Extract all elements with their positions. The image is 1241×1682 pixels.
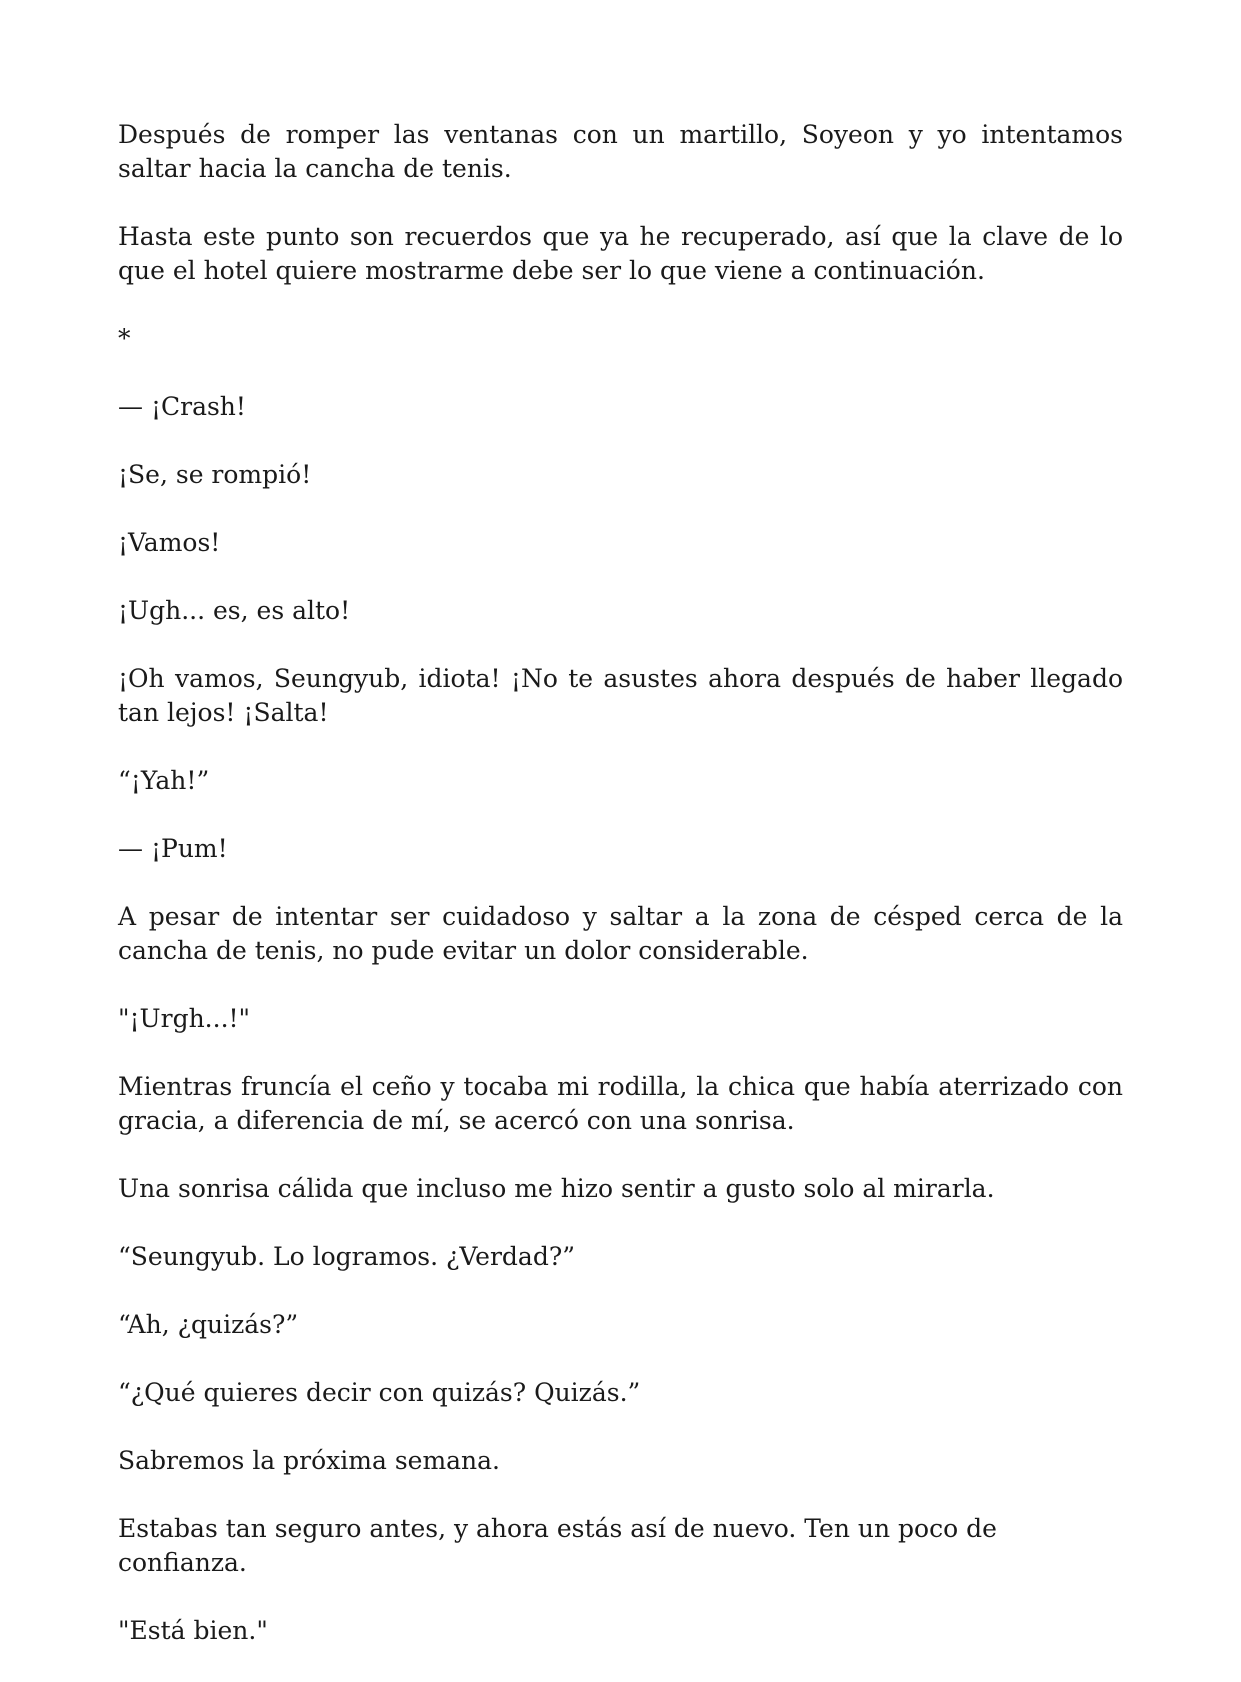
paragraph-2: Hasta este punto son recuerdos que ya he recuperado, así que la clave de lo que el hotel quiere mostrarme debe ser lo que viene a continuación. (118, 222, 1123, 285)
paragraph-8: “¡Yah!” (118, 766, 210, 795)
scene-break: * (118, 324, 131, 353)
paragraph-5: ¡Vamos! (118, 528, 221, 557)
paragraph-12: Mientras fruncía el ceño y tocaba mi rodilla, la chica que había aterrizado con gracia, a diferencia de mí, se acercó con una sonrisa. (118, 1072, 1123, 1135)
paragraph-14: “Seungyub. Lo logramos. ¿Verdad?” (118, 1242, 576, 1271)
paragraph-16: “¿Qué quieres decir con quizás? Quizás.” (118, 1378, 641, 1407)
document-body (118, 118, 1123, 1682)
paragraph-7: ¡Oh vamos, Seungyub, idiota! ¡No te asustes ahora después de haber llegado tan lejos! ¡Salta! (118, 664, 1123, 727)
paragraph-15: “Ah, ¿quizás?” (118, 1310, 299, 1339)
paragraph-17: Sabremos la próxima semana. (118, 1446, 501, 1475)
paragraph-4: ¡Se, se rompió! (118, 460, 312, 489)
paragraph-6: ¡Ugh... es, es alto! (118, 596, 351, 625)
paragraph-11: "¡Urgh...!" (118, 1004, 251, 1033)
paragraph-3: — ¡Crash! (118, 392, 246, 421)
paragraph-9: — ¡Pum! (118, 834, 228, 863)
paragraph-18: Estabas tan seguro antes, y ahora estás así de nuevo. Ten un poco de confianza. (118, 1514, 997, 1577)
paragraph-13: Una sonrisa cálida que incluso me hizo sentir a gusto solo al mirarla. (118, 1174, 995, 1203)
paragraph-1: Después de romper las ventanas con un martillo, Soyeon y yo intentamos saltar hacia la cancha de tenis. (118, 120, 1123, 183)
paragraph-19: "Está bien." (118, 1616, 268, 1645)
paragraph-10: A pesar de intentar ser cuidadoso y saltar a la zona de césped cerca de la cancha de tenis, no pude evitar un dolor considerable. (118, 902, 1123, 965)
